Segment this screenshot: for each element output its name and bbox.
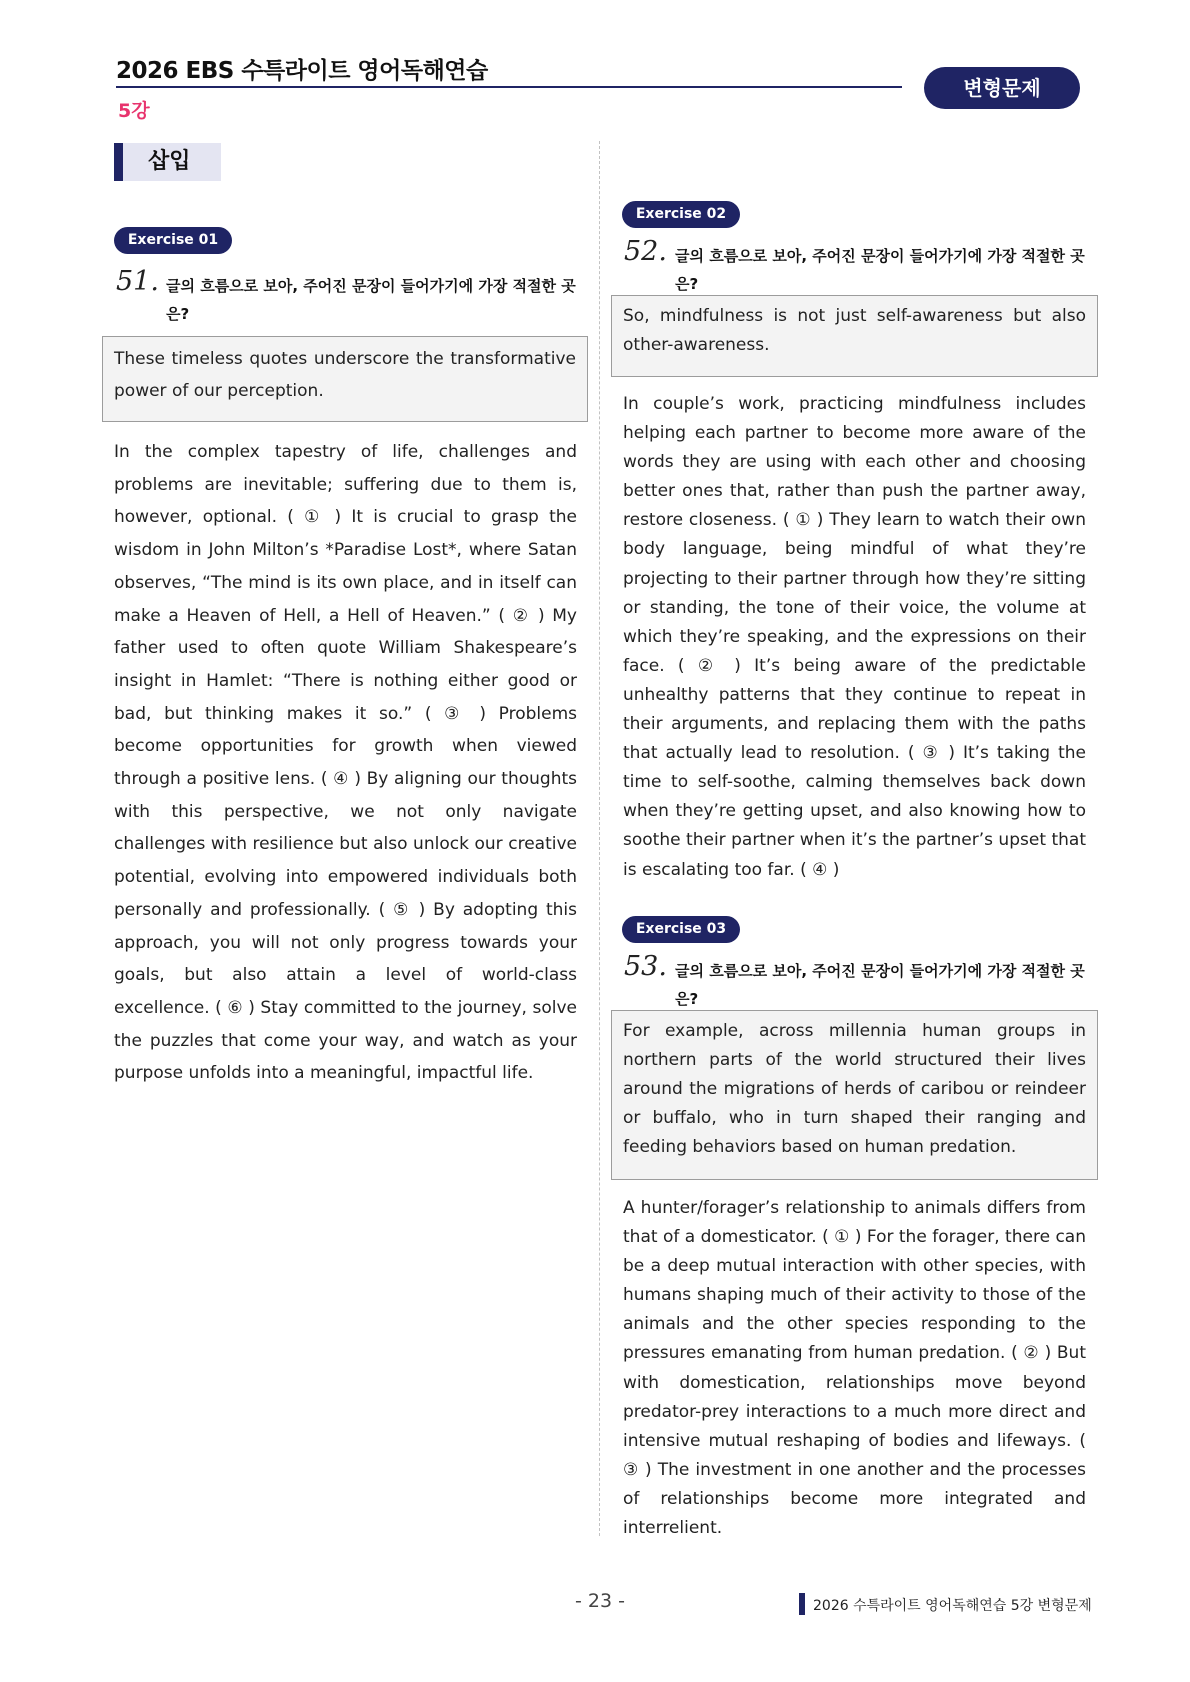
exercise-01-pill: Exercise 01 <box>114 227 232 254</box>
question-51-given-sentence: These timeless quotes underscore the transformative power of our perception. <box>102 336 588 422</box>
question-52-number: 52. <box>624 236 667 267</box>
exercise-02-pill: Exercise 02 <box>622 201 740 228</box>
page-number: - 23 - <box>575 1590 625 1612</box>
question-53-prompt: 글의 흐름으로 보아, 주어진 문장이 들어가기에 가장 적절한 곳은? <box>675 962 1085 1008</box>
footer-caption: 2026 수특라이트 영어독해연습 5강 변형문제 <box>813 1598 1092 1614</box>
question-53-passage: A hunter/forager’s relationship to animals differs from that of a domesticator. ( ① ) For the forager, there can be a deep mutual interaction with other species, with humans shaping much of their activity to those of the animals and the other species responding to the pressures emanating from human predation. ( ② ) But with domestication, relationships move beyond predator-prey interactions to a much more direct and intensive mutual reshaping of bodies and lifeways. ( ③ ) The investment in one another and the processes of relationships become more integrated and interrelient. <box>623 1198 1086 1539</box>
question-52-prompt: 글의 흐름으로 보아, 주어진 문장이 들어가기에 가장 적절한 곳은? <box>675 247 1085 293</box>
section-label: 삽입 <box>148 149 191 174</box>
question-53-given-sentence: For example, across millennia human groups in northern parts of the world structured their lives around the migrations of herds of caribou or reindeer or buffalo, who in turn shaped their ranging and feeding behaviors based on human predation. <box>611 1010 1098 1180</box>
question-51-prompt: 글의 흐름으로 보아, 주어진 문장이 들어가기에 가장 적절한 곳은? <box>166 277 576 323</box>
document-title: 2026 EBS 수특라이트 영어독해연습 <box>116 58 488 84</box>
section-tab-accent <box>114 143 123 181</box>
lesson-label: 5강 <box>118 100 150 122</box>
question-51-passage: In the complex tapestry of life, challenges and problems are inevitable; suffering due to them is, however, optional. ( ① ) It is crucial to grasp the wisdom in John Milton’s *Paradise Lost*, where Satan observes, “The mind is its own place, and in itself can make a Heaven of Hell, a Hell of Heaven.” ( ② ) My father used to often quote William Shakespeare’s insight in Hamlet: “There is nothing either good or bad, but thinking makes it so.” ( ③ ) Problems become opportunities for growth when viewed through a positive lens. ( ④ ) By aligning our thoughts with this perspective, we not only navigate challenges with resilience but also unlock our creative potential, evolving into empowered individuals both personally and professionally. ( ⑤ ) By adopting this approach, you will not only progress towards your goals, but also attain a level of world-class excellence. ( ⑥ ) Stay committed to the journey, solve the puzzles that come your way, and watch as your purpose unfolds into a meaningful, impactful life. <box>114 442 577 1084</box>
question-51-number: 51. <box>116 266 159 297</box>
header-rule <box>116 86 902 88</box>
column-divider <box>599 141 600 1536</box>
question-52-given-sentence: So, mindfulness is not just self-awareness but also other-awareness. <box>611 295 1098 377</box>
question-52-passage: In couple’s work, practicing mindfulness includes helping each partner to become more aware of the words they are using with each other and choosing better ones that, rather than push the partner away, restore closeness. ( ① ) They learn to watch their own body language, being mindful of what they’re projecting to their partner through how they’re sitting or standing, the tone of their voice, the volume at which they’re speaking, and the expressions on their face. ( ② ) It’s being aware of the predictable unhealthy patterns that they continue to repeat in their arguments, and replacing them with the paths that actually lead to resolution. ( ③ ) It’s taking the time to self-soothe, calming themselves back down when they’re getting upset, and also knowing how to soothe their partner when it’s the partner’s upset that is escalating too far. ( ④ ) <box>623 394 1086 880</box>
question-53-number: 53. <box>624 951 667 982</box>
footer-accent-bar <box>799 1593 805 1615</box>
problem-type-badge: 변형문제 <box>924 67 1080 109</box>
exercise-03-pill: Exercise 03 <box>622 916 740 943</box>
